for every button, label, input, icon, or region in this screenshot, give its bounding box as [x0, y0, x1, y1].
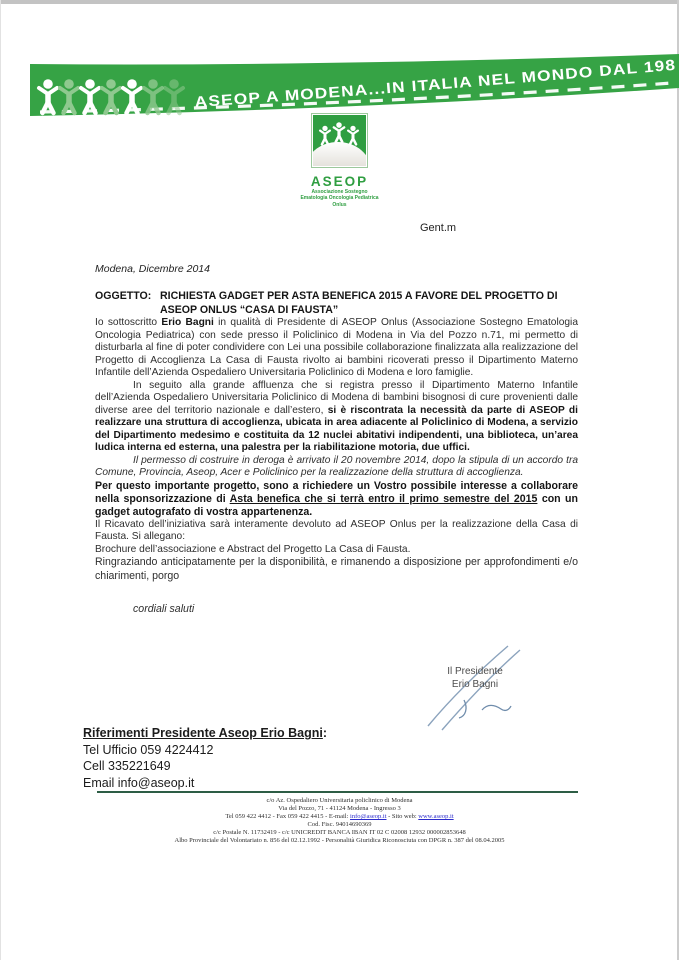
- signature-block: [428, 666, 522, 691]
- aseop-logo: [0, 113, 679, 208]
- subject-label: OGGETTO:: [95, 290, 152, 302]
- logo-wordmark: ASEOP: [310, 174, 369, 189]
- paragraph-4-pre: Per questo importante progetto, sono a richiedere un Vostro possibile interesse a collaborare nella sponsorizzazione di: [95, 479, 578, 505]
- contacts-heading: Riferimenti Presidente Aseop Erio Bagni: [83, 726, 323, 740]
- contacts-heading-colon: :: [322, 726, 328, 740]
- footer-bank-line: c/c Postale N. 11732419 - c/c UNICREDIT BANCA IBAN IT 02 C 02008 12932 000002853648: [213, 829, 466, 836]
- paragraph-permit-italic: Il permesso di costruire in deroga è arrivato il 20 novembre 2014, dopo la stipula di un accordo tra Comune, Provincia, Aseop, Acer e Policlinico per la realizzazione della struttura di accoglienza.: [95, 454, 578, 478]
- paragraph-request-bold: [95, 480, 578, 519]
- subject-line: [95, 289, 578, 317]
- paragraph-project: [95, 380, 578, 455]
- footer-registry-line: Albo Provinciale del Volontariato n. 856 del 02.12.1992 - Personalità Giuridica Riconosciuta con DPGR n. 387 del 08.04.2005: [174, 837, 505, 844]
- contact-office-phone: Tel Ufficio 059 4224412: [83, 742, 214, 757]
- paragraph-proceeds: Il Ricavato dell’iniziativa sarà interamente devoluto ad ASEOP Onlus per la realizzazione della Casa di Fausta. Si allegano:: [95, 518, 578, 542]
- salutation: Gent.m: [420, 222, 457, 234]
- signer-title: Il Presidente: [447, 666, 503, 677]
- logo-subtitle-3: Onlus: [332, 201, 347, 208]
- footer-email-link[interactable]: info@aseop.it: [350, 813, 387, 820]
- footer-phone-text: Tel 059 422 4412 - Fax 059 422 4415 - E-mail:: [225, 813, 351, 820]
- footer-fiscal-code: Cod. Fisc. 94014690369: [307, 821, 372, 828]
- footer-website-link[interactable]: www.aseop.it: [418, 813, 454, 820]
- banner-ribbon-graphic: [0, 50, 679, 122]
- logo-subtitle-1: Associazione Sostegno: [311, 189, 368, 195]
- scan-top-border: [0, 0, 679, 4]
- closing-salute: cordiali saluti: [133, 603, 195, 615]
- dateline: Modena, Dicembre 2014: [95, 263, 210, 275]
- paragraph-thanks: Ringraziando anticipatamente per la disponibilità, e rimanendo a disposizione per approfondimenti e/o chiarimenti, porgo: [95, 556, 578, 582]
- contact-email: Email info@aseop.it: [83, 775, 195, 790]
- subject-text: RICHIESTA GADGET PER ASTA BENEFICA 2015 A FAVORE DEL PROGETTO DI ASEOP ONLUS “CASA DI FAUSTA”: [160, 290, 558, 316]
- paragraph-attachments: Brochure dell’associazione e Abstract del Progetto La Casa di Fausta.: [95, 543, 411, 555]
- footer-street-line: Via del Pozzo, 71 - 41124 Modena - Ingresso 3: [278, 805, 401, 812]
- paragraph-1-text: Io sottoscritto: [95, 317, 162, 328]
- president-name-bold: Erio Bagni: [161, 317, 214, 328]
- banner-slogan: ASEOP A MODENA...IN ITALIA NEL MONDO DAL 198: [194, 56, 676, 111]
- header-banner: [0, 50, 679, 122]
- aseop-logo-icon: [311, 113, 368, 173]
- footer-web-label: - Sito web:: [386, 813, 419, 820]
- paragraph-introduction: [95, 317, 578, 380]
- letter-body: [95, 222, 578, 616]
- signer-name: Erio Bagni: [451, 678, 499, 690]
- footer-divider: [97, 791, 578, 793]
- paragraph-2-bold: si è riscontrata la necessità da parte di ASEOP di realizzare una struttura di accoglienza, ubicata in area adiacente al Policlinico di Modena, a servizio del Dipartimento medesimo e costituita da 12 nuclei abitativi indipendenti, una biblioteca, un’area ludica interna ed esterna, una palestra per la riabilitazione motoria, due uffici.: [95, 404, 578, 453]
- auction-underlined-phrase: Asta benefica che si terrà entro il primo semestre del 2015: [229, 492, 538, 505]
- footer-address-line: c/o Az. Ospedaliero Universitaria policlinico di Modena: [266, 797, 413, 804]
- logo-subtitle-2: Ematologia Oncologia Pediatrica: [300, 195, 379, 202]
- paragraph-1-rest: in qualità di Presidente di ASEOP Onlus (Associazione Sostegno Ematologia Oncologia Pediatrica) con sede presso il Policlinico di Modena in Via del Pozzo n.71, mi permetto di disturbarla al fine di poter condividere con Lei una possibile collaborazione finalizzata alla realizzazione del Progetto di Accoglienza La Casa di Fausta rivolto ai bambini ricoverati presso il Dipartimento Materno Infantile dell’Azienda Ospedaliero Universitaria Policlinico di Modena e loro famiglie.: [95, 317, 578, 378]
- paragraph-2-text: In seguito alla grande affluenza che si registra presso il Dipartimento Materno Infantile dell’Azienda Ospedaliero Universitaria Policlinico di Modena di bambini bisognosi di cure provenienti dalle diverse aree del territorio nazionale e dall’estero,: [95, 379, 578, 416]
- contact-cell-phone: Cell 335221649: [83, 759, 171, 773]
- paragraph-4-post: con un gadget autografato di vostra appartenenza.: [95, 492, 578, 518]
- contact-block: [83, 725, 327, 791]
- institutional-footer: [0, 797, 679, 845]
- footer-phone-line: [0, 813, 679, 821]
